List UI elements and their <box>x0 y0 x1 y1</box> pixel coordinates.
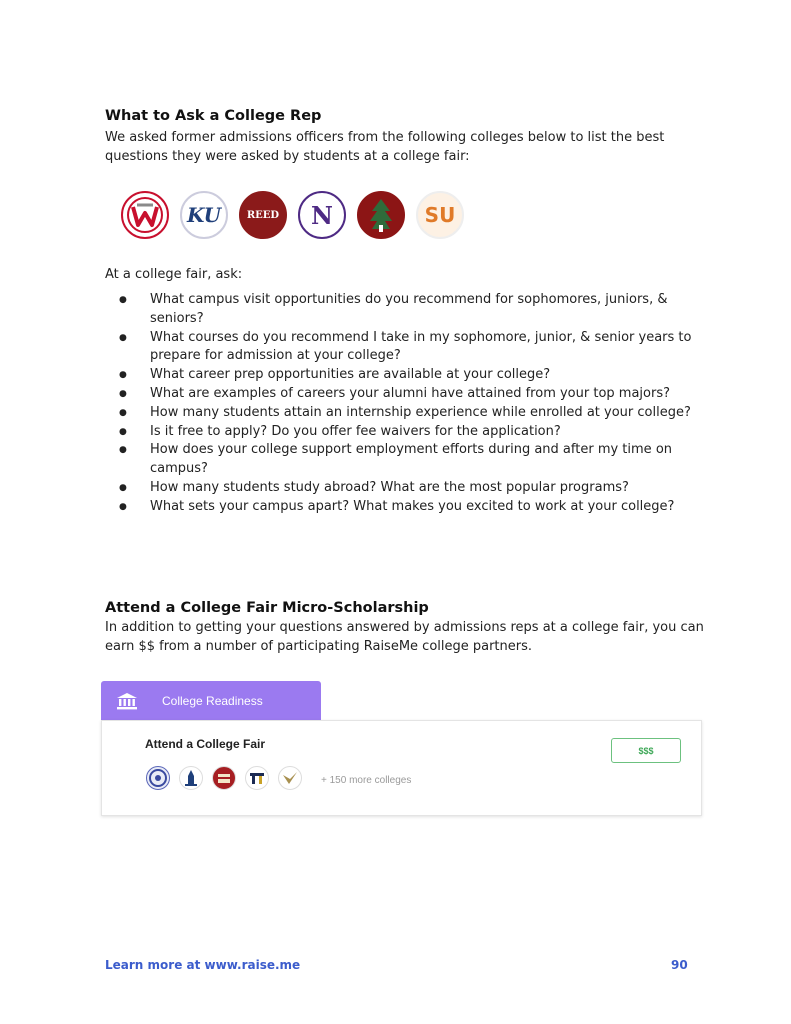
list-item: ● How many students study abroad? What are the most popular programs? <box>119 479 629 495</box>
partner-logo-icon <box>278 766 302 790</box>
ku-logo-icon <box>180 191 228 239</box>
intro-line: We asked former admissions officers from the following colleges below to list the best <box>105 130 665 145</box>
question-text: What are examples of careers your alumni have attained from your top majors? <box>150 385 670 401</box>
partner-logo-icon <box>146 766 170 790</box>
intro-line: earn $$ from a number of participating RaiseMe college partners. <box>105 639 533 654</box>
list-item: ● How does your college support employment efforts during and after my time on campus? <box>119 442 673 477</box>
question-text: What courses do you recommend I take in my sophomore, junior, & senior years to prepare for admission at your college? <box>150 329 692 364</box>
stanford-tree-icon <box>357 191 405 239</box>
question-text: How many students attain an internship experience while enrolled at your college? <box>150 404 691 420</box>
amount-button[interactable]: $$$ <box>611 738 681 763</box>
tab-label: College Readiness <box>162 693 263 708</box>
partner-logo-icon <box>212 766 236 790</box>
w-crest-icon <box>121 191 169 239</box>
bank-icon <box>116 692 138 710</box>
su-basketball-icon <box>416 191 464 239</box>
question-text: Is it free to apply? Do you offer fee waivers for the application? <box>150 423 561 439</box>
list-item: ● Is it free to apply? Do you offer fee waivers for the application? <box>119 423 561 439</box>
logo-text: REED <box>246 209 280 221</box>
question-text: What career prep opportunities are available at your college? <box>150 367 551 383</box>
question-text: How does your college support employment efforts during and after my time on campus? <box>150 442 673 477</box>
college-logos-row <box>121 191 464 239</box>
list-item: ● What campus visit opportunities do you recommend for sophomores, juniors, & seniors? <box>119 292 668 326</box>
list-item: ● What courses do you recommend I take in my sophomore, junior, & senior years to prepare for admission at your college? <box>119 329 692 364</box>
tab-college-readiness[interactable] <box>101 681 321 720</box>
question-text: What campus visit opportunities do you recommend for sophomores, juniors, & seniors? <box>150 292 668 326</box>
list-item: ● What sets your campus apart? What makes you excited to work at your college? <box>119 498 675 514</box>
northwestern-n-icon <box>298 191 346 239</box>
micro-scholarship-card[interactable] <box>101 720 702 816</box>
partner-logo-icon <box>245 766 269 790</box>
list-item: ● How many students attain an internship experience while enrolled at your college? <box>119 404 691 420</box>
question-text: What sets your campus apart? What makes you excited to work at your college? <box>150 498 675 514</box>
list-item: ● What career prep opportunities are available at your college? <box>119 367 551 383</box>
section-heading-ask-rep: What to Ask a College Rep <box>105 108 322 124</box>
intro-line: questions they were asked by students at a college fair: <box>105 149 470 164</box>
section-intro-ask-rep <box>105 128 705 166</box>
logo-text: SU <box>424 203 456 227</box>
footer-link[interactable]: Learn more at www.raise.me <box>105 958 301 972</box>
list-item: ● What are examples of careers your alumni have attained from your top majors? <box>119 385 670 401</box>
page-number: 90 <box>671 958 688 972</box>
section-heading-micro-scholarship: Attend a College Fair Micro-Scholarship <box>105 600 429 616</box>
reed-seal-icon <box>239 191 287 239</box>
partner-logo-icon <box>179 766 203 790</box>
logo-text: KU <box>186 203 222 227</box>
question-list <box>105 291 705 517</box>
section-intro-micro-scholarship <box>105 618 705 656</box>
more-colleges-label[interactable]: + 150 more colleges <box>321 775 412 786</box>
ask-label: At a college fair, ask: <box>105 267 243 282</box>
intro-line: In addition to getting your questions answered by admissions reps at a college fair, you can <box>105 620 704 635</box>
card-title: Attend a College Fair <box>145 737 266 751</box>
logo-text: N <box>311 200 333 230</box>
partner-logos-row <box>146 766 302 790</box>
question-text: How many students study abroad? What are the most popular programs? <box>150 479 629 495</box>
